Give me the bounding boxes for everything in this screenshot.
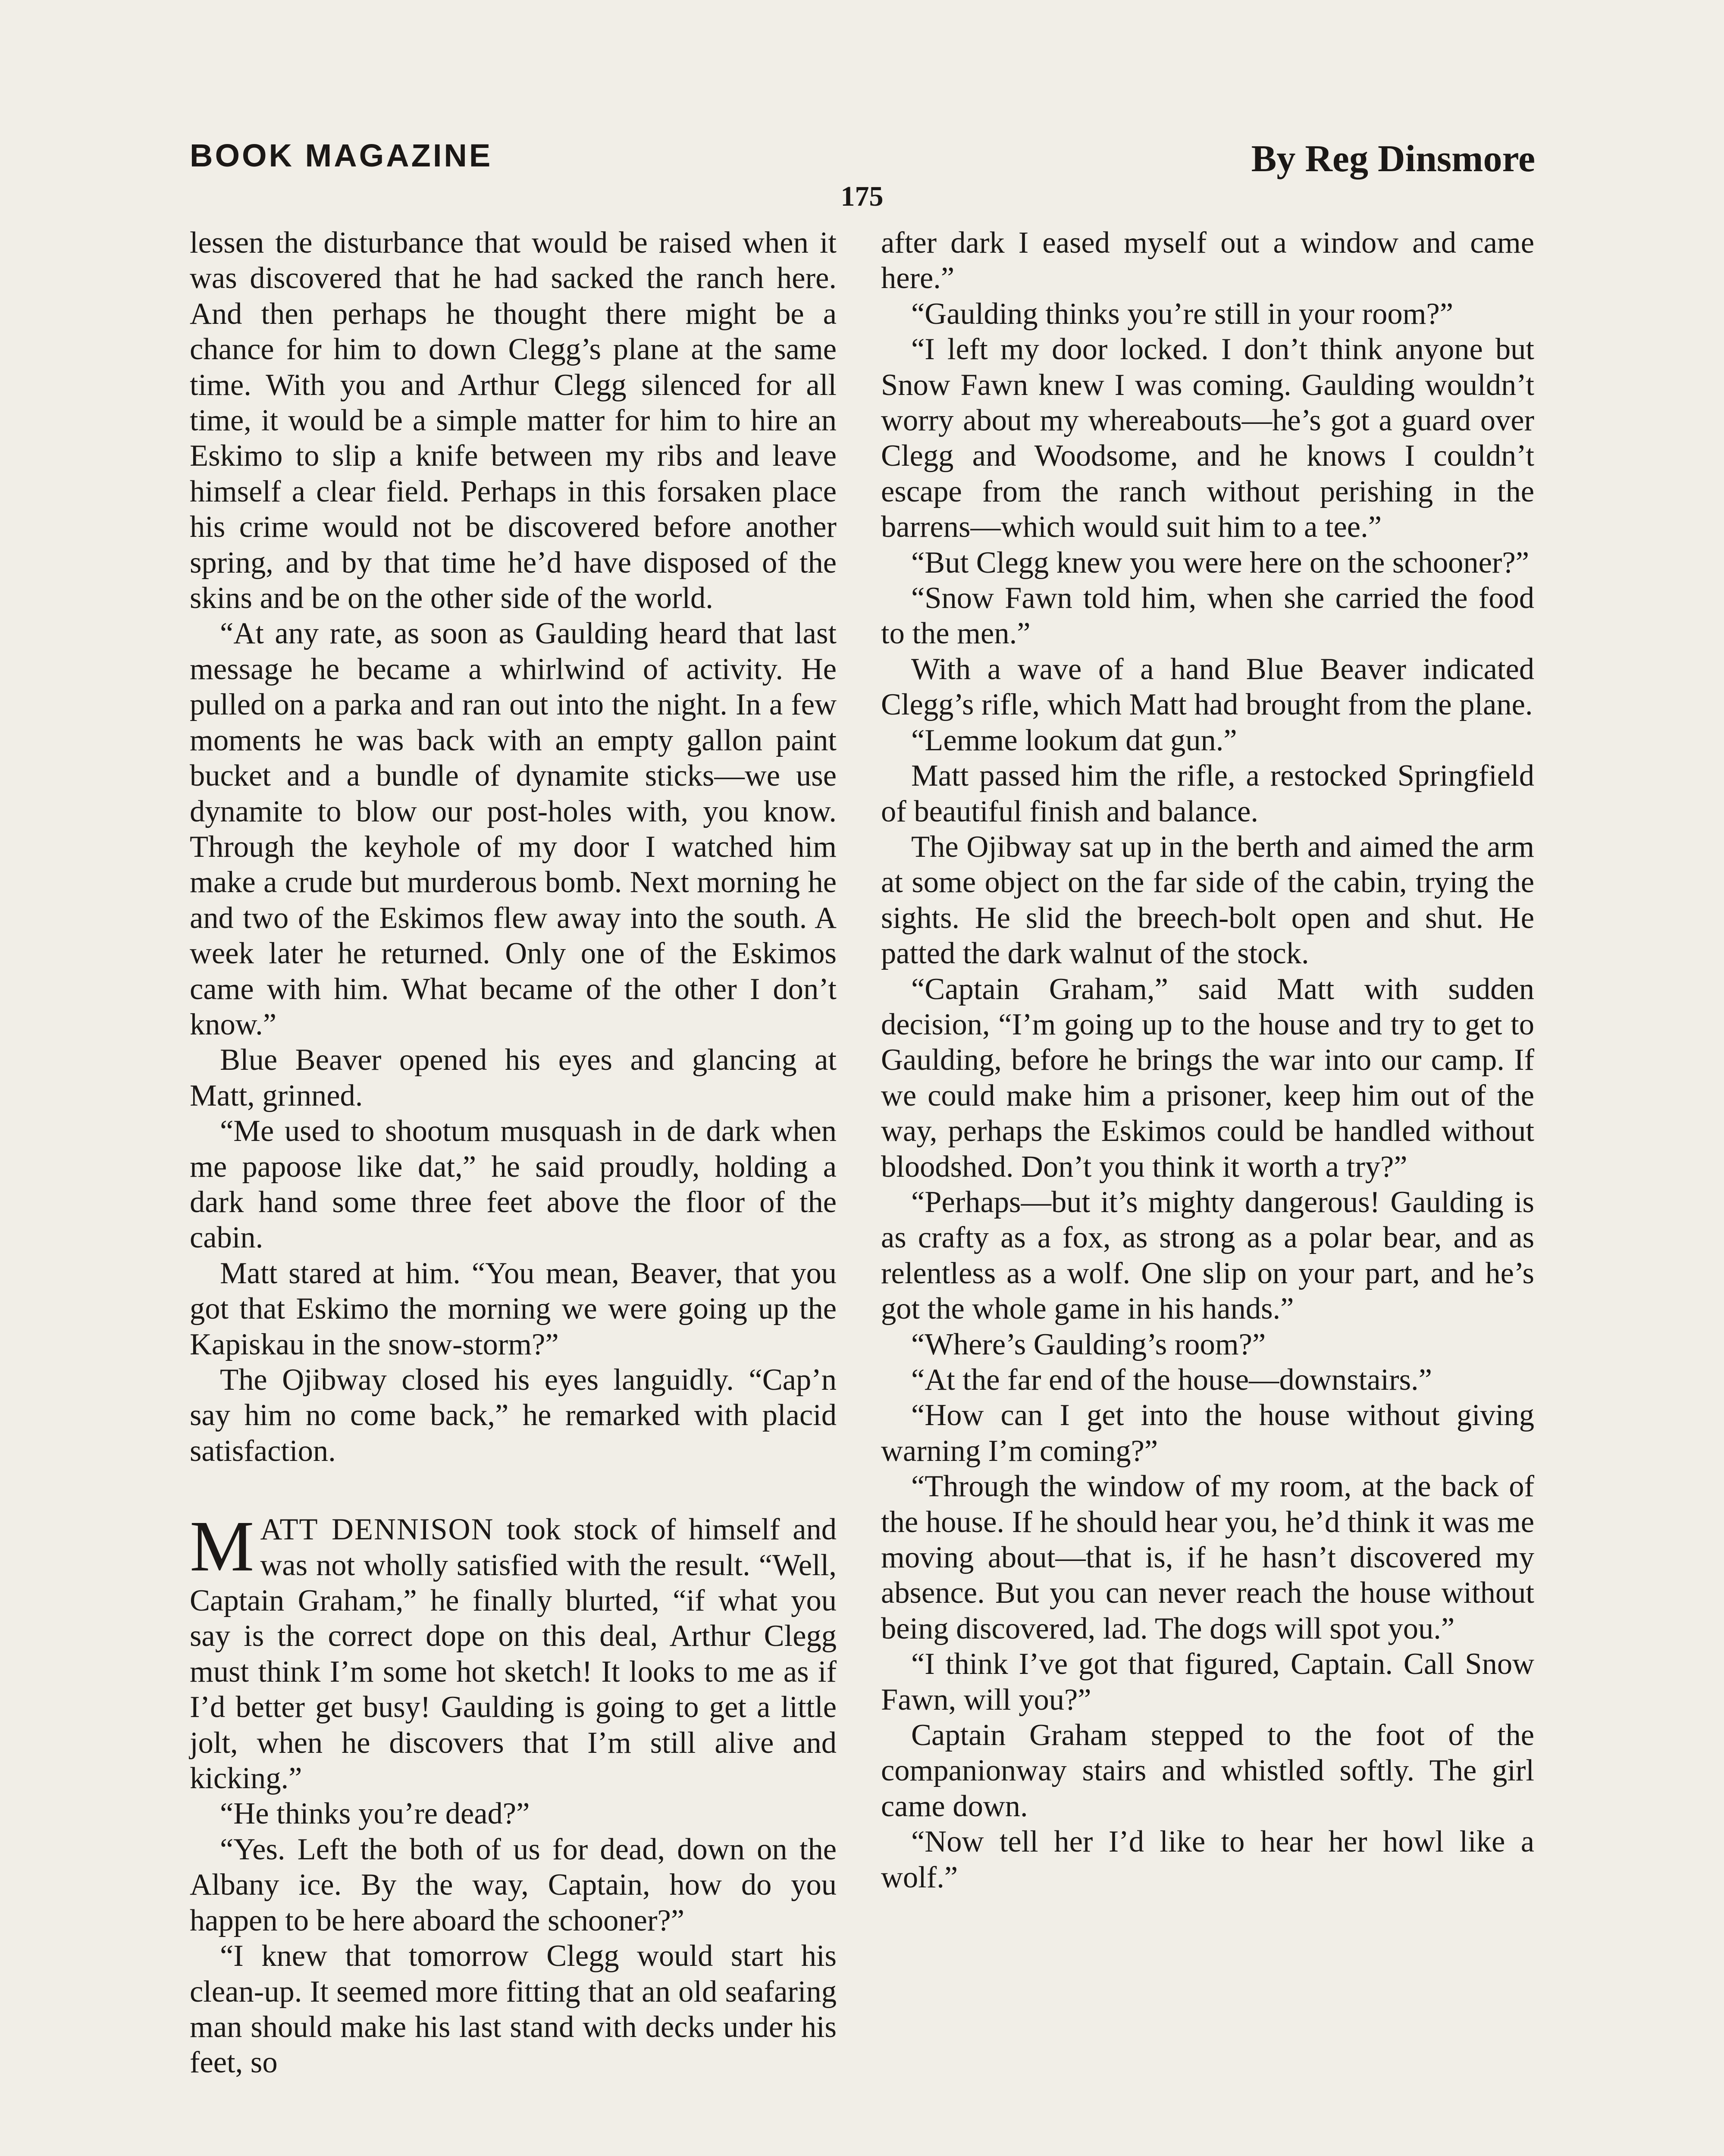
section-text: took stock of himself and was not wholly satisfied with the result. “Well, Captain Graham,” he finally blurted, “if what you say is the correct dope on this deal, Arthur Clegg must think I’m some hot sketch! It looks to me as if I’d better get busy! Gaulding is going to get a little jolt, when he discovers that I’m still alive and kicking.” <box>190 1513 837 1796</box>
paragraph: “I think I’ve got that figured, Captain. Call Snow Fawn, will you?” <box>881 1647 1534 1717</box>
paragraph: “Captain Graham,” said Matt with sudden decision, “I’m going up to the house and try to get to Gaulding, before he brings the war into our camp. If we could make him a prisoner, keep him out of the way, perhaps the Eskimos could be handled without bloodshed. Don’t you think it worth a try?” <box>881 972 1534 1184</box>
section-start-paragraph <box>190 1506 837 1796</box>
paragraph: The Ojibway sat up in the berth and aimed the arm at some object on the far side of the cabin, trying the sights. He slid the breech-bolt open and shut. He patted the dark walnut of the stock. <box>881 830 1534 971</box>
paragraph: “At any rate, as soon as Gaulding heard that last message he became a whirlwind of activity. He pulled on a parka and ran out into the night. In a few moments he was back with an empty gallon paint bucket and a bundle of dynamite sticks—we use dynamite to blow our post-holes with, you know. Through the keyhole of my door I watched him make a crude but murderous bomb. Next morning he and two of the Eskimos flew away into the south. A week later he returned. Only one of the Eskimos came with him. What became of the other I don’t know.” <box>190 617 837 1041</box>
section-lead-words: ATT DENNISON <box>260 1513 494 1547</box>
running-head-author: By Reg Dinsmore <box>1251 138 1535 180</box>
paragraph: “He thinks you’re dead?” <box>220 1797 530 1831</box>
paragraph: Captain Graham stepped to the foot of the companionway stairs and whistled softly. The girl came down. <box>881 1718 1534 1823</box>
paragraph: Blue Beaver opened his eyes and glancing at Matt, grinned. <box>190 1043 837 1112</box>
right-column <box>881 225 1534 1895</box>
paragraph: “Gaulding thinks you’re still in your room?” <box>911 297 1454 331</box>
paragraph: after dark I eased myself out a window and came here.” <box>881 226 1534 295</box>
paragraph: lessen the disturbance that would be raised when it was discovered that he had sacked the ranch here. And then perhaps he thought there might be a chance for him to down Clegg’s plane at the same time. With you and Arthur Clegg silenced for all time, it would be a simple matter for him to hire an Eskimo to slip a knife between my ribs and leave himself a clear field. Perhaps in this forsaken place his crime would not be discovered before another spring, and by that time he’d have disposed of the skins and be on the other side of the world. <box>190 226 837 615</box>
paragraph: “Perhaps—but it’s mighty dangerous! Gaulding is as crafty as a fox, as strong as a polar bear, and as relentless as a wolf. One slip on your part, and he’s got the whole game in his hands.” <box>881 1185 1534 1326</box>
paragraph: Matt passed him the rifle, a restocked Springfield of beautiful finish and balance. <box>881 759 1534 828</box>
paragraph: “Where’s Gaulding’s room?” <box>911 1327 1266 1361</box>
paragraph: “Now tell her I’d like to hear her howl like a wolf.” <box>881 1825 1534 1894</box>
paragraph: “Lemme lookum dat gun.” <box>911 723 1237 757</box>
paragraph: “I left my door locked. I don’t think anyone but Snow Fawn knew I was coming. Gaulding wouldn’t worry about my whereabouts—he’s got a guard over Clegg and Woodsome, and he knows I couldn’t escape from the ranch without perishing in the barrens—which would suit him to a tee.” <box>881 332 1534 544</box>
paragraph: “Me used to shootum musquash in de dark when me papoose like dat,” he said proudly, holding a dark hand some three feet above the floor of the cabin. <box>190 1114 837 1255</box>
drop-cap: M <box>190 1506 254 1587</box>
page-number: 175 <box>840 181 884 212</box>
left-column <box>190 225 837 2081</box>
paragraph: “But Clegg knew you were here on the schooner?” <box>911 545 1529 580</box>
paragraph: “Through the window of my room, at the back of the house. If he should hear you, he’d think it was me moving about—that is, if he hasn’t discovered my absence. But you can never reach the house without being discovered, lad. The dogs will spot you.” <box>881 1470 1534 1645</box>
paragraph: “Yes. Left the both of us for dead, down on the Albany ice. By the way, Captain, how do you happen to be here aboard the schooner?” <box>190 1832 837 1937</box>
paragraph: “Snow Fawn told him, when she carried the food to the men.” <box>881 581 1534 651</box>
running-head-magazine: BOOK MAGAZINE <box>190 138 493 173</box>
paragraph: “How can I get into the house without giving warning I’m coming?” <box>881 1398 1534 1468</box>
paragraph: Matt stared at him. “You mean, Beaver, that you got that Eskimo the morning we were going up the Kapiskau in the snow-storm?” <box>190 1256 837 1361</box>
paragraph: With a wave of a hand Blue Beaver indicated Clegg’s rifle, which Matt had brought from the plane. <box>881 652 1534 722</box>
paragraph: “At the far end of the house—downstairs.” <box>911 1363 1432 1397</box>
paragraph: The Ojibway closed his eyes languidly. “Cap’n say him no come back,” he remarked with placid satisfaction. <box>190 1363 837 1468</box>
paragraph: “I knew that tomorrow Clegg would start his clean-up. It seemed more fitting that an old seafaring man should make his last stand with decks under his feet, so <box>190 1939 837 2080</box>
